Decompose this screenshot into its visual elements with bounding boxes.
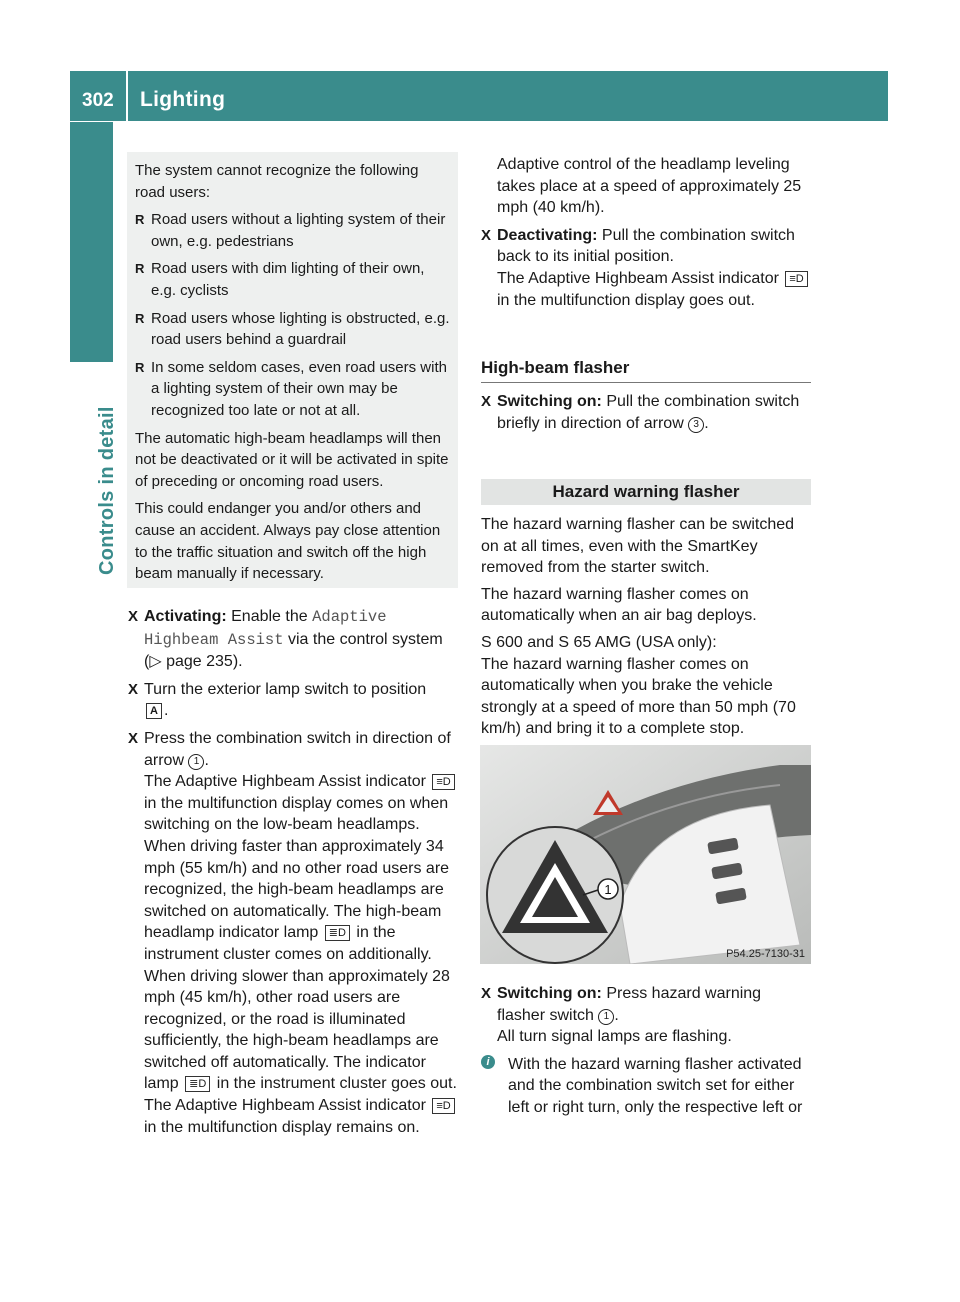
step-text: in the instrument cluster comes on additionally. <box>144 924 432 963</box>
callout-number: 3 <box>688 417 704 433</box>
callout-number: 1 <box>188 754 204 770</box>
step-text: When driving slower than approximately 28 mph (45 km/h), other road users are recognized, or the road is illuminated sufficiently, the high-beam headlamps are switched off automatically. The indicator lamp <box>144 967 450 1093</box>
step-activating <box>128 606 460 673</box>
step-text: Press the combination switch in direction of arrow <box>144 729 451 769</box>
section-heading-flasher: High-beam flasher <box>481 358 811 383</box>
info-icon: i <box>481 1055 495 1069</box>
paragraph: The hazard warning flasher can be switched on at all times, even with the SmartKey removed from the starter switch. <box>481 516 795 577</box>
step-text: All turn signal lamps are flashing. <box>497 1028 732 1046</box>
step-label: Switching on: <box>497 985 602 1002</box>
step-label: Deactivating: <box>497 226 598 244</box>
step-text: The Adaptive Highbeam Assist indicator <box>144 773 426 791</box>
right-column-top <box>481 154 813 317</box>
step-hazard-on: X Switching on: Press hazard warning flasher switch 1 . All turn signal lamps are flashing. <box>481 985 762 1046</box>
list-item: R In some seldom cases, even road users with a lighting system of their own may be recognized too late or not at all. <box>135 357 452 422</box>
page-number: 302 <box>82 90 114 111</box>
highbeam-icon: ≣D <box>185 1076 210 1092</box>
highbeam-icon: ≣D <box>325 925 350 941</box>
hazard-text <box>481 514 813 745</box>
step-text: in the multifunction display comes on when switching on the low-beam headlamps. <box>144 794 449 834</box>
step-label: Switching on: <box>497 393 602 410</box>
highbeam-assist-icon: ≡D <box>432 1098 454 1114</box>
step-text: in the multifunction display goes out. <box>497 291 755 309</box>
paragraph: The hazard warning flasher comes on automatically when an air bag deploys. <box>481 585 757 625</box>
step-text: Pull the combination switch briefly in direction of arrow <box>497 393 800 432</box>
list-item: R Road users with dim lighting of their own, e.g. cyclists <box>135 258 452 301</box>
warning-intro: The system cannot recognize the following road users: <box>135 162 419 201</box>
step-text: Press hazard warning flasher switch <box>497 985 762 1024</box>
leveling-info <box>481 154 813 219</box>
figure-caption: P54.25-7130-31 <box>726 948 805 960</box>
figure-callout: 1 <box>604 882 612 897</box>
section-heading-hazard: Hazard warning flasher <box>481 479 811 505</box>
step-text: Turn the exterior lamp switch to position <box>144 680 427 698</box>
step-text: Enable the <box>231 608 308 625</box>
step-label: Activating: <box>144 608 227 625</box>
warning-box <box>127 152 458 588</box>
warning-paragraph: This could endanger you and/or others and cause an accident. Always pay close attention to the traffic situation and switch off the high beam manually if necessary. <box>135 500 441 583</box>
step-text: Adaptive control of the headlamp leveling takes place at a speed of approximately 25 mph (40 km/h). <box>497 156 802 217</box>
flasher-step <box>481 391 813 440</box>
paragraph <box>481 632 813 740</box>
page-reference: (▷ page 235). <box>144 653 243 671</box>
step-text: in the instrument cluster goes out. The Adaptive Highbeam Assist indicator <box>144 1075 457 1115</box>
step-deactivating <box>481 225 813 311</box>
section-side-label: Controls in detail <box>96 406 118 575</box>
step-text: in the multifunction display remains on. <box>144 1118 420 1136</box>
callout-number: 1 <box>598 1009 614 1025</box>
list-item: R Road users whose lighting is obstructed, e.g. road users behind a guardrail <box>135 308 452 351</box>
info-text: With the hazard warning flasher activated and the combination switch set for either left or right turn, only the respective left or <box>508 1055 803 1116</box>
page-title: Lighting <box>140 88 226 111</box>
highbeam-assist-icon: ≡D <box>785 271 807 287</box>
paragraph-body: The hazard warning flasher comes on automatically when you brake the vehicle strongly at a speed of more than 50 mph (70 km/h) and bring it to a complete stop. <box>481 655 796 738</box>
step-arrow-icon: X <box>481 393 492 410</box>
step-arrow-icon: X <box>128 729 139 747</box>
hazard-steps <box>481 983 813 1125</box>
left-column <box>128 606 460 1144</box>
header-divider <box>126 71 128 121</box>
side-tab <box>70 122 113 362</box>
step-text: Pull the combination switch back to its initial position. <box>497 226 795 266</box>
auto-lamp-icon: A <box>146 703 162 719</box>
step-flasher: X Switching on: Pull the combination switch briefly in direction of arrow 3 . <box>481 393 800 432</box>
hazard-switch-illustration <box>480 745 811 964</box>
menu-code: Adaptive Highbeam Assist <box>144 608 387 649</box>
step-text: The Adaptive Highbeam Assist indicator <box>497 269 779 287</box>
highbeam-assist-icon: ≡D <box>432 774 454 790</box>
step-arrow-icon: X <box>128 680 139 698</box>
step-lamp-switch: X Turn the exterior lamp switch to position A . <box>128 680 427 720</box>
step-arrow-icon: X <box>481 226 492 244</box>
info-note <box>481 1054 813 1119</box>
step-combination-switch: X Press the combination switch in direction of arrow 1 . The Adaptive Highbeam Assist indicator ≡D in the multifunction display comes on when switching on the low-beam headlamps. When driving faster than approximately 34 mph (55 km/h) and no other road users are recognized, the high-beam headlamps are switched on automatically. The high-beam headlamp indicator lamp ≣D in the instrument cluster comes on additionally. When driving slower than approximately 28 mph (45 km/h), other road users are recognized, or the road is illuminated sufficiently, the high-beam headlamps are switched off automatically. The indicator lamp ≣D in the instrument cluster goes out. The Adaptive Highbeam Assist indicator ≡D in the multifunction display remains on. <box>128 729 457 1136</box>
step-text: via the control system <box>287 630 443 648</box>
paragraph-lead: S 600 and S 65 AMG (USA only): <box>481 633 717 651</box>
step-arrow-icon: X <box>128 608 139 625</box>
step-text: When driving faster than approximately 34 mph (55 km/h) and no other road users are recognized, the high-beam headlamps are switched on automatically. The high-beam headlamp indicator lamp <box>144 837 450 942</box>
step-arrow-icon: X <box>481 985 492 1002</box>
warning-paragraph: The automatic high-beam headlamps will then not be deactivated or it will be activated in spite of preceding or oncoming road users. <box>135 429 449 490</box>
hazard-switch-figure <box>480 745 811 964</box>
list-item: R Road users without a lighting system of their own, e.g. pedestrians <box>135 209 452 252</box>
